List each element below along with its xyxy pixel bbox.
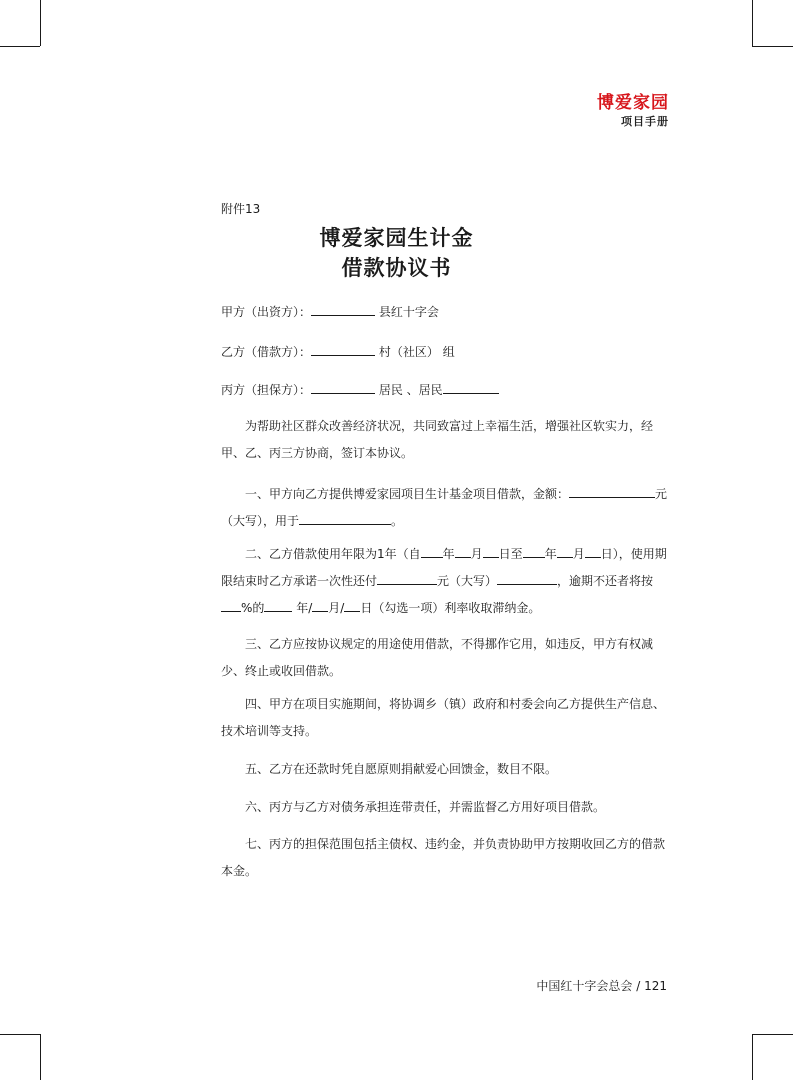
clause-7-text: 七、丙方的担保范围包括主债权、违约金，并负责协助甲方按期收回乙方的借款本金。: [221, 837, 666, 878]
document-title-line1: 博爱家园生计金: [319, 226, 474, 250]
clause-2-text: ，逾期不还者将按: [557, 574, 654, 588]
page-footer: 中国红十字会总会 / 121: [536, 979, 667, 993]
party-b-label: 乙方（借款方）：: [221, 345, 312, 359]
clause-2-text: 年: [544, 547, 557, 561]
crop-mark: [752, 1034, 753, 1080]
intro-text: 为帮助社区群众改善经济状况，共同致富过上幸福生活，增强社区软实力，经甲、乙、丙三方协商，签订本协议。: [221, 419, 654, 460]
blank-field: [344, 600, 360, 612]
blank-field: [585, 546, 601, 558]
clause-6-text: 六、丙方与乙方对债务承担连带责任，并需监督乙方用好项目借款。: [245, 800, 606, 814]
crop-mark: [752, 1034, 793, 1035]
clause-1-text-b: 元（大写），用于: [221, 487, 668, 528]
clause-2-text: 日），使用期限结束时乙方承诺一次性还付: [221, 547, 667, 588]
blank-field: [377, 573, 437, 585]
brand-title: 博爱家园: [597, 93, 669, 113]
clause-1-text-a: 一、甲方向乙方提供博爱家园项目生计基金项目借款，金额：: [245, 487, 570, 501]
blank-field: [312, 600, 328, 612]
attachment-label: 附件13: [221, 202, 261, 216]
clause-2-text: 月: [470, 547, 483, 561]
blank-field: [483, 546, 499, 558]
blank-field: [455, 546, 471, 558]
party-a-line: [221, 303, 439, 320]
blank-field: [443, 382, 499, 394]
blank-field: [557, 546, 573, 558]
blank-field: [421, 546, 443, 558]
header-brand: [597, 92, 669, 130]
clause-3: [221, 631, 673, 685]
clause-2-text: 二、乙方借款使用年限为1年（自: [245, 547, 421, 561]
crop-mark: [752, 0, 753, 46]
clause-2-text: 元（大写）: [437, 574, 498, 588]
clause-2-text: 年: [442, 547, 455, 561]
party-c-label: 丙方（担保方）：: [221, 383, 312, 397]
crop-mark: [40, 1034, 41, 1080]
clause-2-text: 年/: [292, 601, 313, 615]
clause-1-text-c: 。: [391, 514, 404, 528]
party-a-label: 甲方（出资方）：: [221, 305, 312, 319]
blank-field: [221, 600, 241, 612]
party-b-mid: 村（社区）: [378, 345, 439, 359]
crop-mark: [0, 46, 40, 47]
party-a-suffix: 县红十字会: [378, 305, 439, 319]
crop-mark: [752, 46, 793, 47]
party-b-suffix: 组: [442, 345, 455, 359]
clause-6: [221, 794, 673, 821]
clause-1: [221, 481, 673, 535]
blank-field: [311, 344, 375, 356]
clause-2: [221, 541, 673, 622]
blank-field: [264, 600, 292, 612]
clause-2-text: 日至: [498, 547, 523, 561]
blank-field: [311, 382, 375, 394]
intro-paragraph: [221, 413, 673, 467]
party-b-line: [221, 343, 455, 360]
clause-5: [221, 756, 673, 783]
blank-field: [311, 304, 375, 316]
party-c-mid: 居民 、居民: [378, 383, 443, 397]
clause-4-text: 四、甲方在项目实施期间，将协调乡（镇）政府和村委会向乙方提供生产信息、技术培训等支持。: [221, 697, 666, 738]
blank-field: [497, 573, 557, 585]
clause-5-text: 五、乙方在还款时凭自愿原则捐献爱心回馈金，数目不限。: [245, 762, 558, 776]
clause-2-text: 月/: [328, 601, 345, 615]
blank-field: [523, 546, 545, 558]
crop-mark: [0, 1034, 40, 1035]
clause-2-text: %的: [241, 601, 265, 615]
party-c-line: [221, 381, 499, 398]
clause-2-text: 月: [572, 547, 585, 561]
document-title-line2: 借款协议书: [341, 256, 452, 280]
blank-field: [299, 513, 391, 525]
brand-subtitle: 项目手册: [621, 115, 669, 128]
clause-4: [221, 691, 673, 745]
clause-2-text: 日（勾选一项）利率收取滞纳金。: [360, 601, 541, 615]
clause-7: [221, 831, 673, 885]
blank-field: [569, 486, 655, 498]
crop-mark: [40, 0, 41, 46]
clause-3-text: 三、乙方应按协议规定的用途使用借款，不得挪作它用，如违反，甲方有权减少、终止或收回借款。: [221, 637, 654, 678]
